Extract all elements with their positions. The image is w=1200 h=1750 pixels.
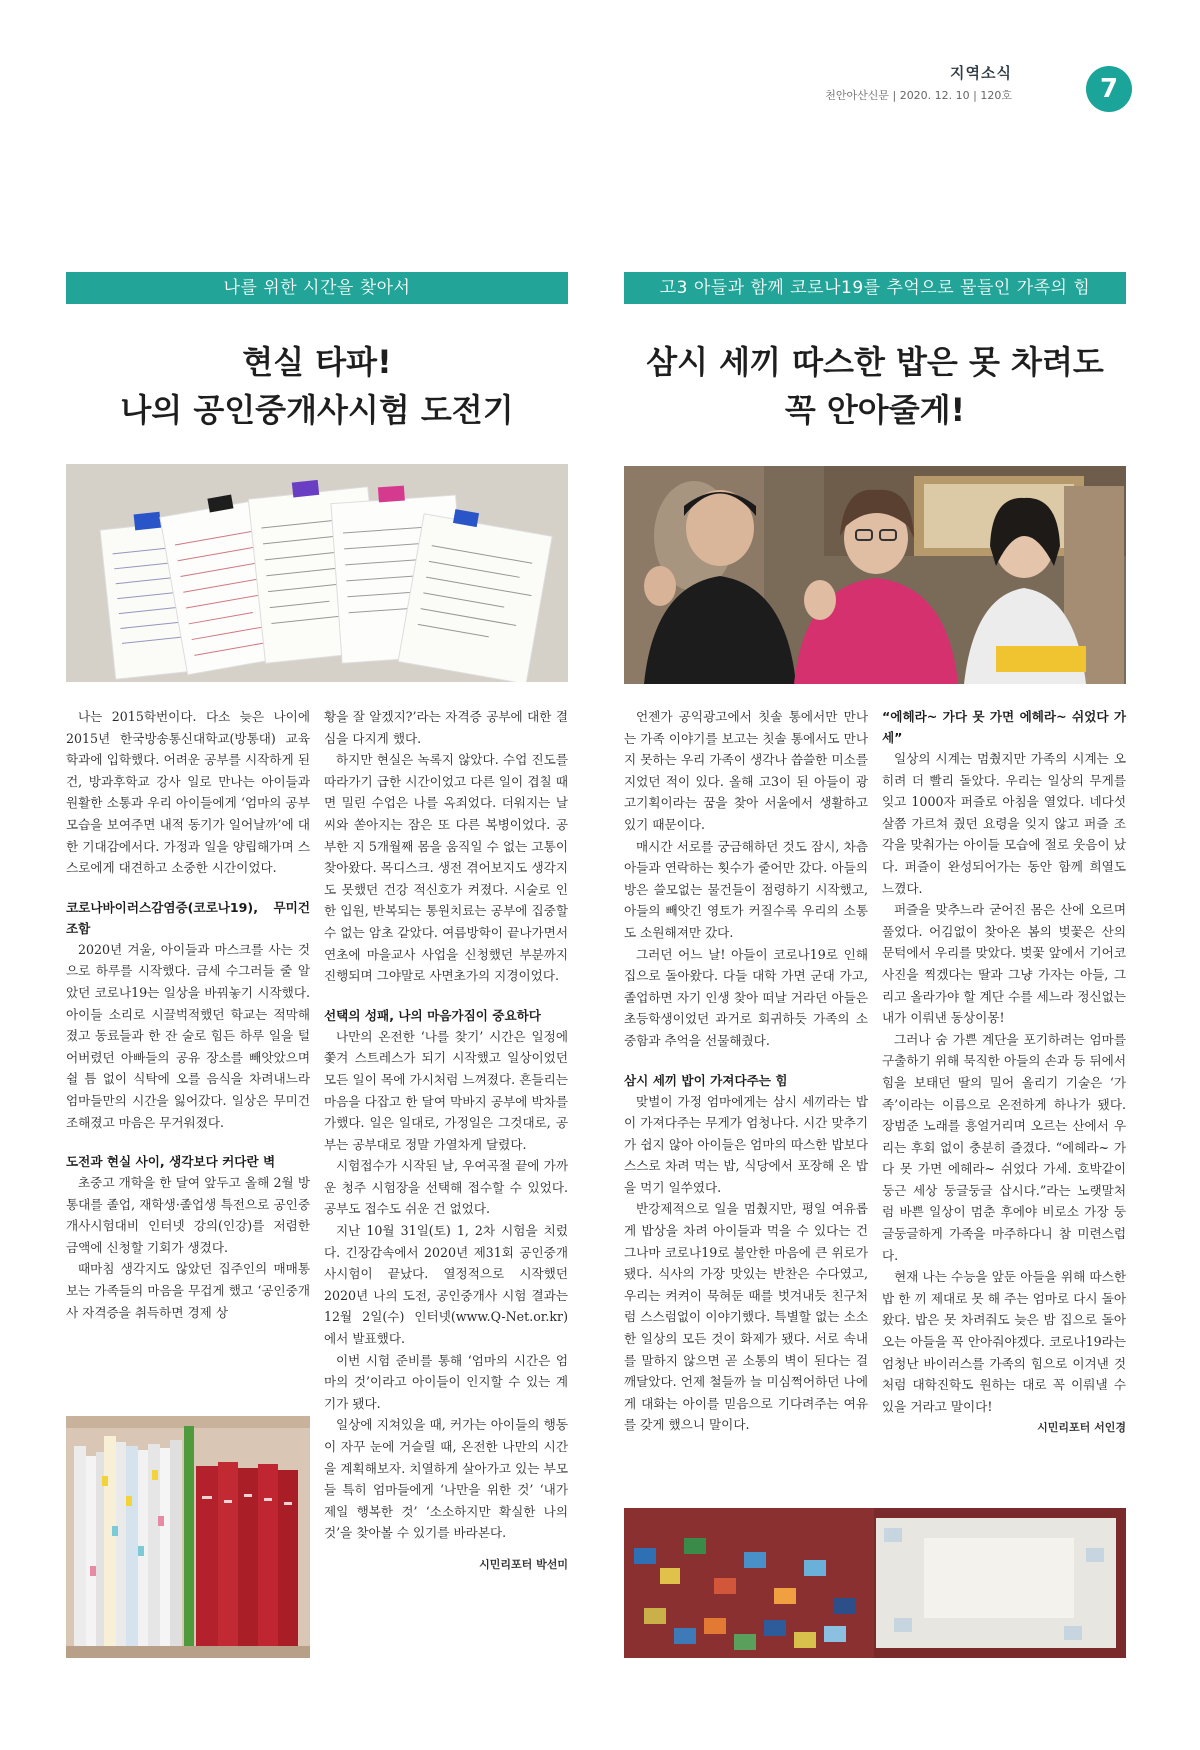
paragraph: 2020년 겨울, 아이들과 마스크를 사는 것으로 하루를 시작했다. 금세 수그러들 줄 알았던 코로나19는 일상을 바꿔놓기 시작했다. 아이들 소리로 시끌벅적했던 학교는 적막해졌고 동료들과 한 잔 술로 힘든 하루 일을 털어버렸던 아빠들의 공유 장소를 빼앗았으며 쉴 틈 없이 식탁에 오를 음식을 차려내느라 엄마들만의 시간을 잃어갔다. 일상은 무미건조해졌고 마음은 무거워졌다. (66, 941, 310, 1130)
paragraph: 황을 잘 알겠지?’라는 자격증 공부에 대한 결심을 다지게 했다. (324, 709, 568, 746)
right-article-headline (624, 338, 1126, 438)
right-headline-line1: 삼시 세끼 따스한 밥은 못 차려도 (646, 343, 1104, 381)
right-article (624, 272, 1126, 438)
paragraph: 그러던 어느 날! 아들이 코로나19로 인해 집으로 돌아왔다. 다들 대학 가면 군대 가고, 졸업하면 자기 인생 찾아 떠날 거라던 아들은 초등학생이었던 과거로 회귀하듯 가족의 소중함과 추억을 선물해줬다. (624, 946, 868, 1048)
bookshelf-photo (66, 1416, 310, 1658)
paragraph: 반강제적으로 일을 멈췄지만, 평일 여유롭게 밥상을 차려 아이들과 먹을 수 있다는 건 그나마 코로나19로 불안한 마음에 큰 위로가 됐다. 식사의 가장 맛있는 반찬은 수다였고, 우리는 켜켜이 묵혀둔 때를 벗겨내듯 친구처럼 스스럼없이 이야기했다. 특별할 없는 소소한 일상의 모든 것이 화제가 됐다. 서로 속내를 말하지 않으면 곧 소통의 벽이 된다는 걸 깨달았다. 언제 철들까 늘 미심쩍어하던 나에게 대화는 아이를 믿음으로 기다려주는 여유를 갖게 했으니 말이다. (624, 1201, 868, 1433)
left-article-col2 (324, 706, 568, 1576)
left-article-headline (66, 338, 568, 438)
left-article (66, 272, 568, 438)
section-name: 지역소식 (950, 64, 1012, 82)
subheading: 삼시 세끼 밥이 가져다주는 힘 (624, 1072, 788, 1088)
family-photo (624, 466, 1126, 684)
page-number-badge: 7 (1086, 66, 1132, 112)
right-article-col2 (882, 706, 1126, 1439)
puzzle-photo-illustration (624, 1508, 1126, 1658)
paragraph: 지난 10월 31일(토) 1, 2차 시험을 치렀다. 긴장감속에서 2020년 제31회 공인중개사시험이 끝났다. 열정적으로 시작했던 2020년 나의 도전, 공인중개사 시험 결과는 12월 2일(수) 인터넷(www.Q-Net.or.kr)에서 발표했다. (324, 1223, 568, 1347)
right-article-banner: 고3 아들과 함께 코로나19를 추억으로 물들인 가족의 힘 (624, 272, 1126, 304)
bookshelf-photo-illustration (66, 1416, 310, 1658)
paragraph: 언젠가 공익광고에서 칫솔 통에서만 만나는 가족 이야기를 보고는 칫솔 통에서도 만나지 못하는 우리 가족이 생각나 씁쓸한 미소를 지었던 적이 있다. 올해 고3이 된 아들이 광고기획이라는 꿈을 찾아 서울에서 생활하고 있기 때문이다. (624, 709, 868, 832)
left-article-col1 (66, 706, 310, 1323)
paragraph: 초중고 개학을 한 달여 앞두고 올해 2월 방통대를 졸업, 재학생·졸업생 특전으로 공인중개사시험대비 인터넷 강의(인강)를 저렴한 금액에 신청할 기회가 생겼다. (66, 1175, 310, 1255)
right-headline-line2: 꼭 안아줄게! (784, 391, 966, 429)
left-headline-line2: 나의 공인중개사시험 도전기 (120, 391, 514, 429)
subheading: 선택의 성패, 나의 마음가짐이 중요하다 (324, 1007, 541, 1023)
right-article-byline: 시민리포터 서인경 (1037, 1421, 1126, 1435)
subheading: 도전과 현실 사이, 생각보다 커다란 벽 (66, 1154, 276, 1170)
paragraph: 매시간 서로를 궁금해하던 것도 잠시, 차츰 아들과 연락하는 횟수가 줄어만 갔다. 아들의 방은 쓸모없는 물건들이 점령하기 시작했고, 아들의 빼앗긴 영토가 커질수록 우리의 소통도 소원해져만 갔다. (624, 838, 868, 940)
paragraph: 나는 2015학번이다. 다소 늦은 나이에 2015년 한국방송통신대학교(방통대) 교육학과에 입학했다. 어려운 공부를 시작하게 된 건, 방과후학교 강사 일로 만나는 아이들과 원활한 소통과 우리 아이들에게 ‘엄마의 공부 모습을 보여주면 내적 동기가 일어날까’에 대한 기대감에서다. 가정과 일을 양립해가며 스스로에게 대견하고 소중한 시간이었다. (66, 709, 310, 876)
puzzle-photo (624, 1508, 1126, 1658)
left-article-banner: 나를 위한 시간을 찾아서 (66, 272, 568, 304)
paragraph: 퍼즐을 맞추느라 굳어진 몸은 산에 오르며 풀었다. 어김없이 찾아온 봄의 벚꽃은 산의 문턱에서 우리를 맞았다. 벚꽃 앞에서 기어코 사진을 찍겠다는 딸과 그냥 가자는 아들, 그리고 올라가야 할 계단 수를 세느라 정신없는 내가 이뤄낸 동상이몽! (882, 902, 1126, 1026)
right-article-col1 (624, 706, 868, 1436)
subheading: 코로나바이러스감염증(코로나19), 무미건조함 (66, 899, 310, 936)
paragraph: 때마침 생각지도 않았던 집주인의 매매통보는 가족들의 마음을 무겁게 했고 ‘공인중개사 자격증을 취득하면 경제 상 (66, 1261, 310, 1320)
paragraph: 현재 나는 수능을 앞둔 아들을 위해 따스한 밥 한 끼 제대로 못 해 주는 엄마로 다시 돌아왔다. 밥은 못 차려줘도 늦은 밤 집으로 돌아오는 아들을 꼭 안아줘야겠다. 코로나19라는 엄청난 바이러스를 가족의 힘으로 이겨낸 것처럼 대학진학도 원하는 대로 꼭 이뤄낼 수 있을 거라고 말이다! (882, 1269, 1126, 1414)
publication-meta: 천안아산신문 | 2020. 12. 10 | 120호 (825, 89, 1012, 102)
paragraph: 일상에 지쳐있을 때, 커가는 아이들의 행동이 자꾸 눈에 거슬릴 때, 온전한 나만의 시간을 계획해보자. 치열하게 살아가고 있는 부모들 특히 엄마들에게 ‘나만을 위한 것’ ‘내가 제일 행복한 것’ ‘소소하지만 확실한 나의 것’을 찾아볼 수 있기를 바라본다. (324, 1417, 568, 1541)
paragraph: 나만의 온전한 ‘나를 찾기’ 시간은 일정에 쫓겨 스트레스가 되기 시작했고 일상이었던 모든 일이 목에 가시처럼 느껴졌다. 흔들리는 마음을 다잡고 한 달여 막바지 공부에 박차를 가했다. 일은 일대로, 가정일은 그것대로, 공부는 공부대로 정말 가열차게 달렸다. (324, 1028, 568, 1152)
left-article-byline: 시민리포터 박선미 (479, 1557, 568, 1571)
paragraph: 맞벌이 가정 엄마에게는 삼시 세끼라는 밥이 가져다주는 무게가 엄청나다. 시간 맞추기가 쉽지 않아 아이들은 엄마의 따스한 밥보다 스스로 차려 먹는 밥, 식당에서 포장해 온 밥을 먹기 일쑤였다. (624, 1093, 868, 1195)
family-photo-illustration (624, 466, 1126, 684)
paragraph: 그러나 숨 가쁜 계단을 포기하려는 엄마를 구출하기 위해 묵직한 아들의 손과 등 뒤에서 힘을 보태던 딸의 밀어 올리기 기술은 ‘가족’이라는 이름으로 온전하게 하나가 됐다. 장범준 노래를 흥얼거리며 오르는 산에서 우리는 후회 없이 충분히 즐겼다. “에헤라~ 가다 못 가면 에헤라~ 쉬었다 가세. 호박같이 둥근 세상 둥글둥글 삽시다.”라는 노랫말처럼 바쁜 일상이 멈춘 후에야 비로소 가장 둥글둥글하게 가족을 마주하다니 참 미련스럽다. (882, 1031, 1126, 1263)
subheading: “에헤라~ 가다 못 가면 에헤라~ 쉬었다 가세” (882, 709, 1126, 745)
left-headline-line1: 현실 타파! (242, 343, 392, 381)
page-header (825, 62, 1012, 103)
paragraph: 하지만 현실은 녹록지 않았다. 수업 진도를 따라가기 급한 시간이었고 다른 일이 겹칠 때면 밀린 수업은 나를 옥죄었다. 더워지는 날씨와 쏟아지는 잠은 또 다른 복병이었다. 공부한 지 5개월째 몸을 움직일 수 없는 고통이 찾아왔다. 목디스크. 생전 겪어보지도 생각지도 못했던 건강 적신호가 켜졌다. 시술로 인한 입원, 반복되는 통원치료는 공부에 집중할 수 없는 암초 같았다. 여름방학이 끝나가면서 연초에 마을교사 사업을 신청했던 부분까지 진행되며 그야말로 사면초가의 지경이었다. (324, 752, 568, 984)
study-notes-photo (66, 464, 568, 682)
paragraph: 일상의 시계는 멈췄지만 가족의 시계는 오히려 더 빨리 돌았다. 우리는 일상의 무게를 잊고 1000자 퍼즐로 아침을 열었다. 네다섯 살쯤 가르쳐 줬던 요령을 잊지 않고 퍼즐 조각을 맞춰가는 아이들 모습에 절로 웃음이 났다. 퍼즐이 완성되어가는 동안 함께 희열도 느꼈다. (882, 751, 1126, 896)
paragraph: 시험접수가 시작된 날, 우여곡절 끝에 가까운 청주 시험장을 선택해 접수할 수 있었다. 공부도 접수도 쉬운 건 없었다. (324, 1158, 568, 1217)
paragraph: 이번 시험 준비를 통해 ‘엄마의 시간은 엄마의 것’이라고 아이들이 인지할 수 있는 계기가 됐다. (324, 1352, 568, 1411)
study-notes-photo-illustration (66, 464, 568, 682)
